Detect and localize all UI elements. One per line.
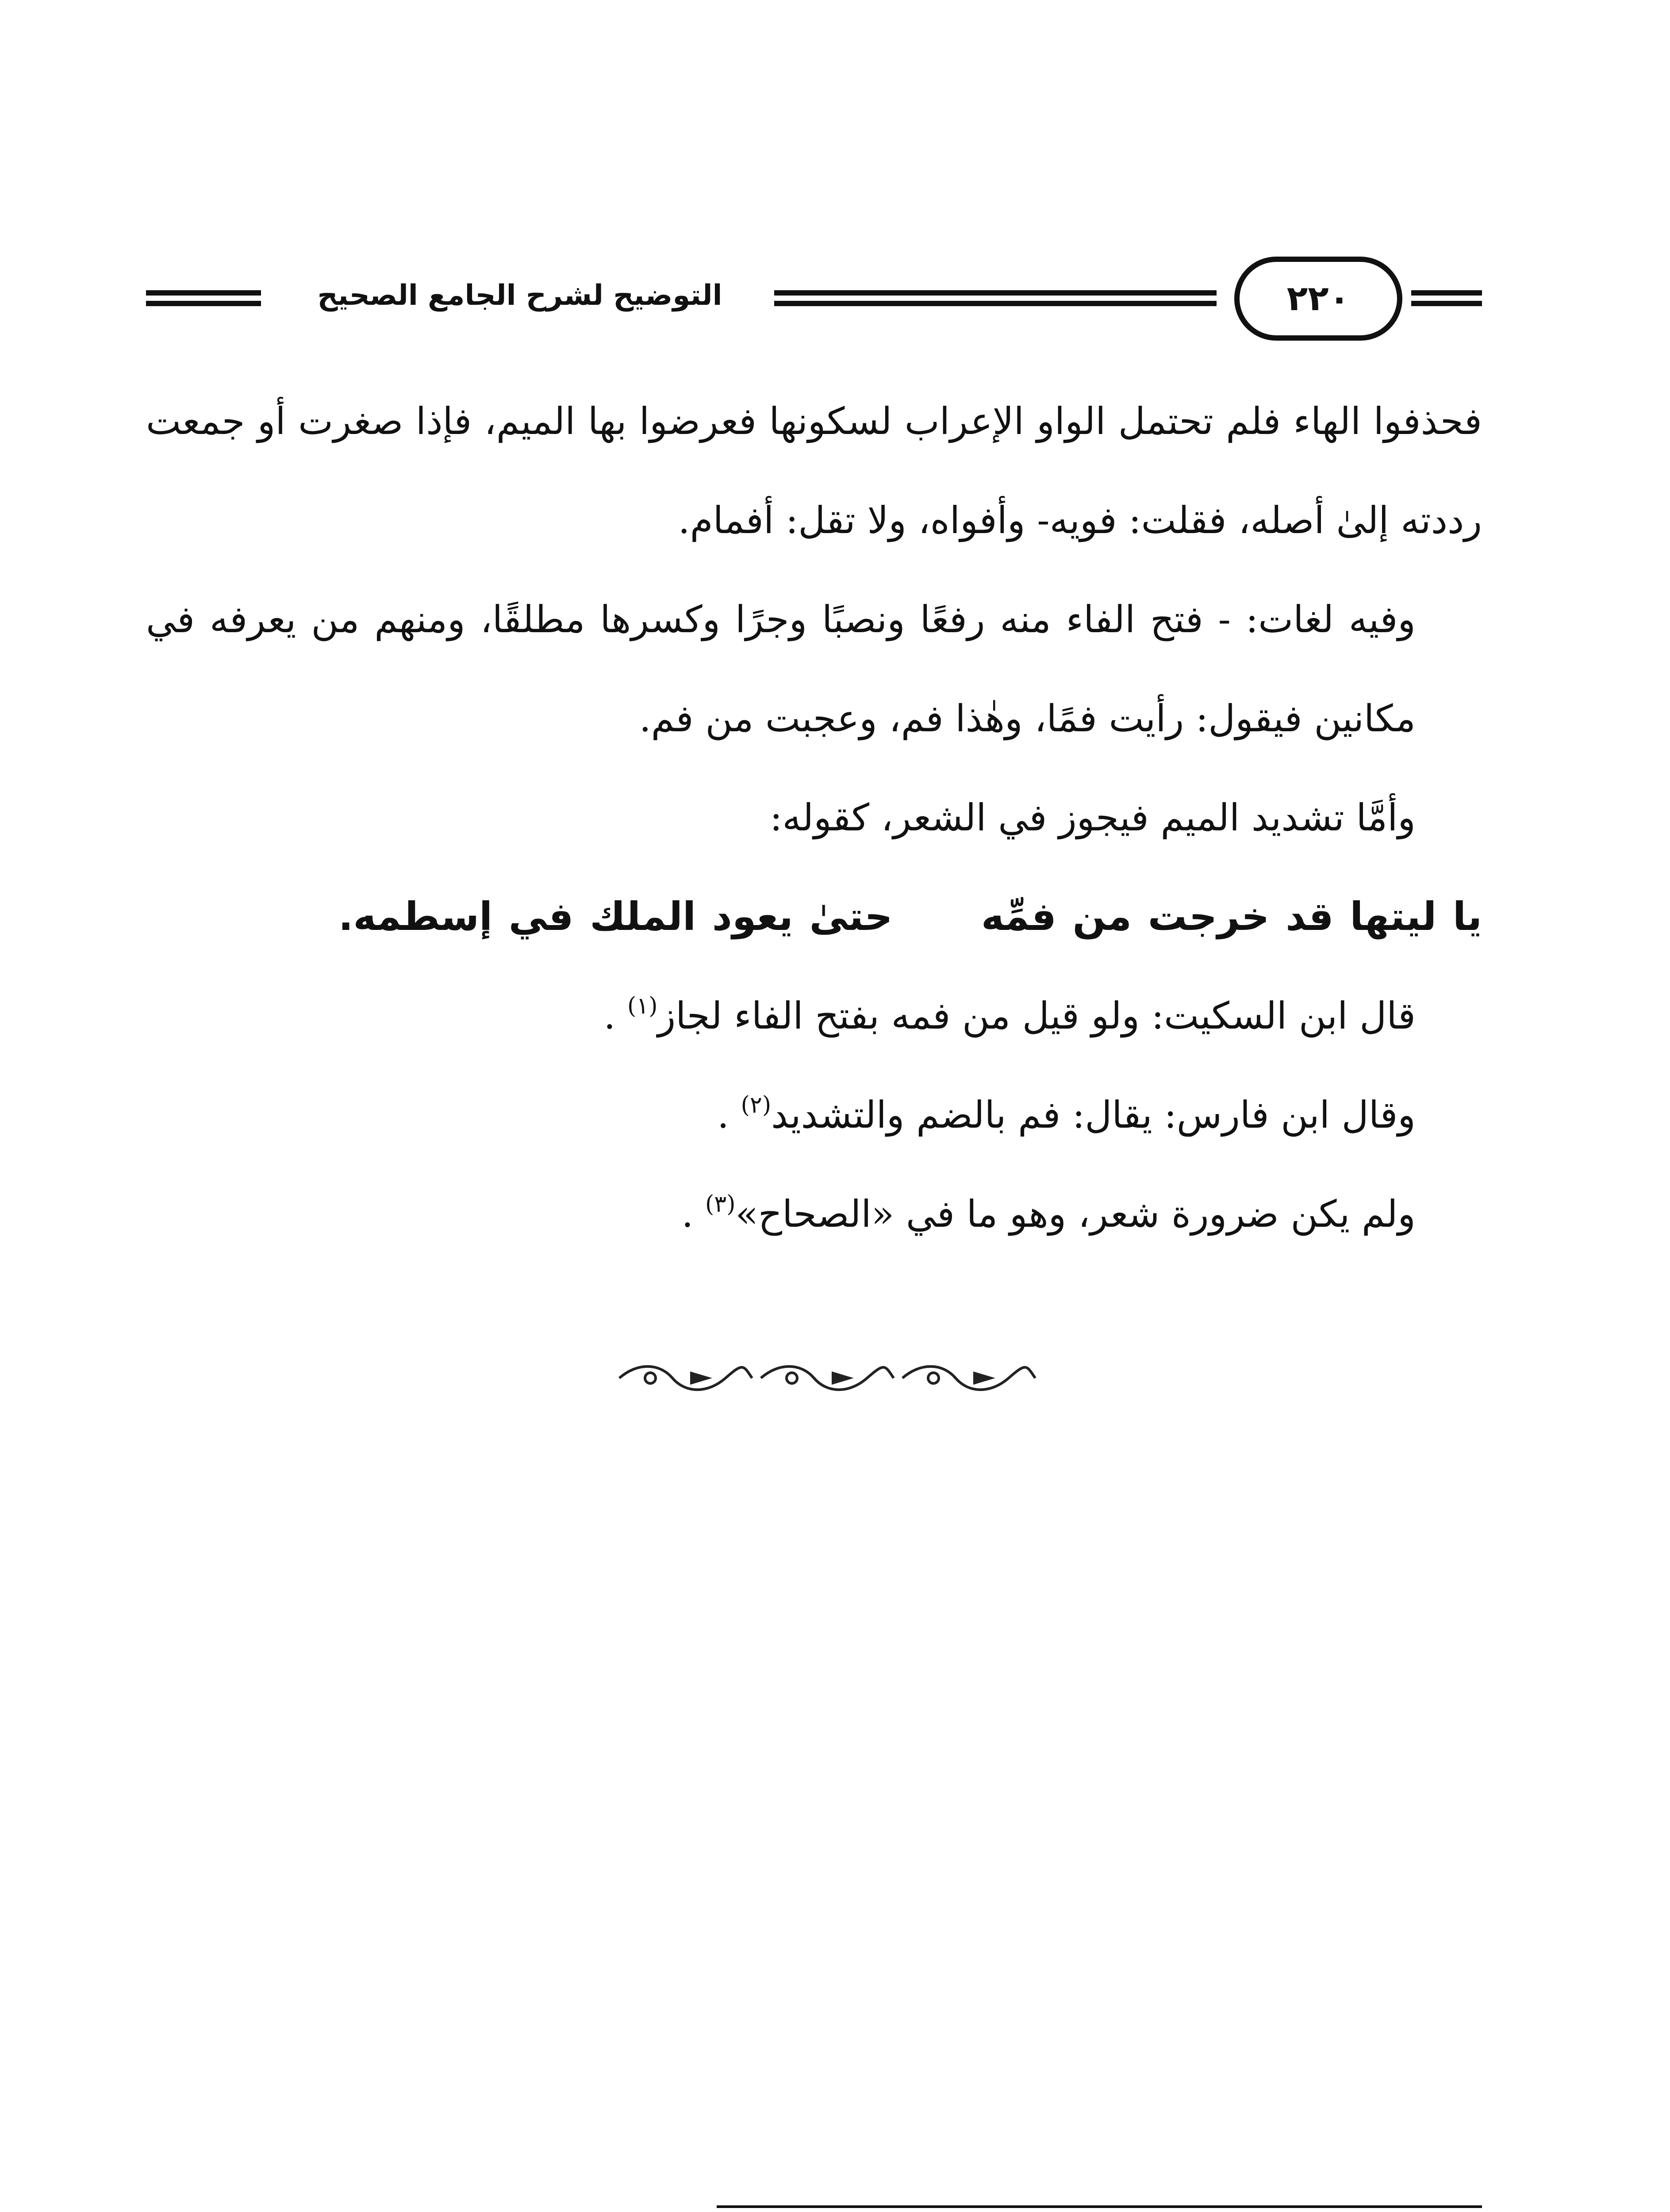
- footnote-ref-1[interactable]: (١): [627, 993, 658, 1019]
- poetry-verse: [146, 867, 1482, 966]
- header-rule-middle: [774, 290, 1217, 306]
- running-title: التوضيح لشرح الجامع الصحيح: [317, 279, 722, 312]
- paragraph-5: [146, 1065, 1482, 1164]
- paragraph-1: فحذفوا الهاء فلم تحتمل الواو الإعراب لسكونها فعرضوا بها الميم، فإذا صغرت أو جمعت رددته إلىٰ أصله، فقلت: فويه- وأفواه، ولا تقل: أفمام.: [146, 399, 1482, 542]
- paragraph-5-text: وقال ابن فارس: يقال: فم بالضم والتشديد: [771, 1093, 1416, 1137]
- paragraph-3: وأمَّا تشديد الميم فيجوز في الشعر، كقوله:: [770, 796, 1416, 839]
- page-number: ٢٢٠: [1234, 257, 1402, 341]
- verse-second-hemistich: حتىٰ يعود الملك في إسطمه.: [338, 894, 893, 939]
- section-ornament: [610, 1358, 1044, 1398]
- paragraph-2: وفيه لغات: - فتح الفاء منه رفعًا ونصبًا وجرًا وكسرها مطلقًا، ومنهم من يعرفه في مكانين فيقول: رأيت فمًا، وهٰذا فم، وعجبت من فم.: [146, 598, 1416, 740]
- end-mark: .: [603, 994, 616, 1037]
- paragraph-4-text: قال ابن السكيت: ولو قيل من فمه بفتح الفاء لجاز: [657, 994, 1416, 1037]
- footnote-ref-3[interactable]: (٣): [705, 1191, 736, 1217]
- paragraph-6-text: ولم يكن ضرورة شعر، وهو ما في «الصحاح»: [735, 1192, 1416, 1236]
- end-mark: .: [717, 1093, 729, 1137]
- main-text: [146, 372, 1482, 1263]
- verse-first-hemistich: يا ليتها قد خرجت من فمِّه: [981, 894, 1482, 939]
- footnote-ref-2[interactable]: (٢): [741, 1092, 772, 1118]
- running-header: [146, 248, 1482, 349]
- footnote-separator: [717, 2205, 1482, 2208]
- paragraph-4: [146, 966, 1482, 1065]
- header-rule-left: [146, 290, 261, 306]
- end-mark: .: [681, 1192, 694, 1236]
- paragraph-6: [146, 1164, 1482, 1263]
- header-rule-right: [1411, 290, 1482, 306]
